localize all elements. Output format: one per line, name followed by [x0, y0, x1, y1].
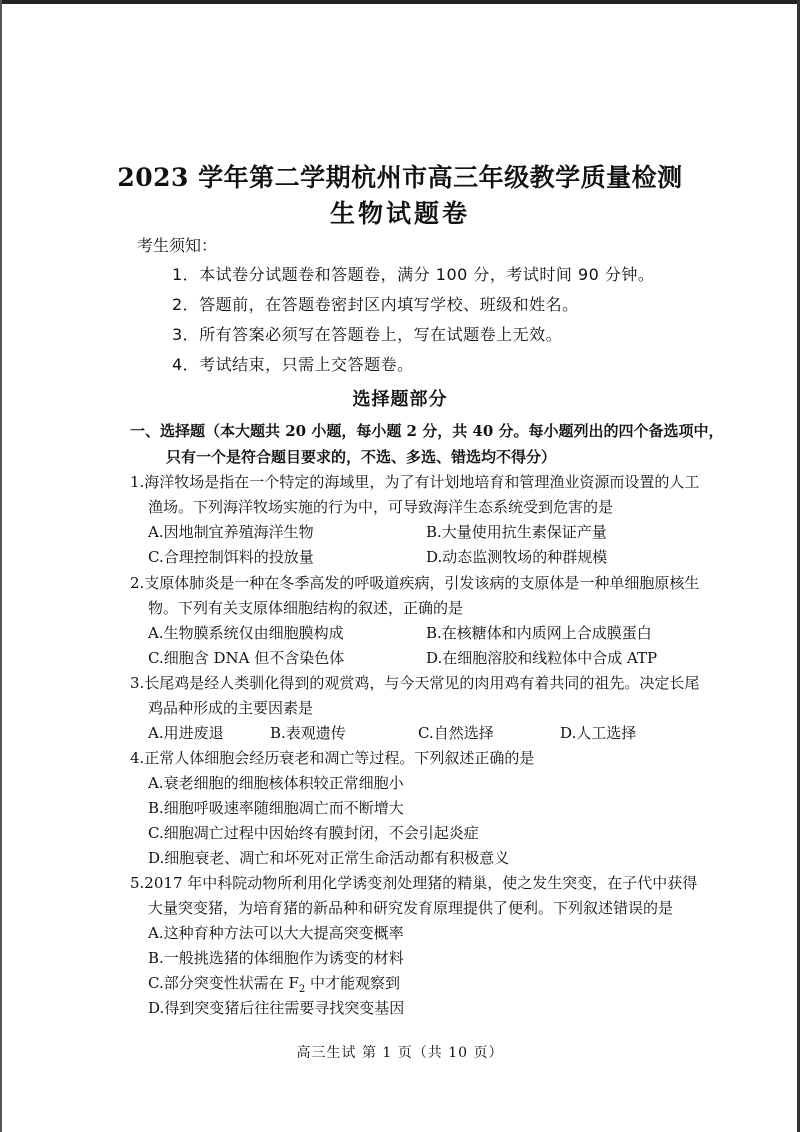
exam-title: 2023 学年第二学期杭州市高三年级教学质量检测 [117, 163, 683, 192]
section-title: 选择题部分 [352, 389, 448, 410]
question-3-stem-cont: 鸡品种形成的主要因素是 [148, 699, 314, 717]
question-5-option-d: D.得到突变猪后往往需要寻找突变基因 [148, 999, 405, 1017]
question-5-option-b: B.一般挑选猪的体细胞作为诱变的材料 [148, 949, 404, 967]
exam-subtitle: 生物试题卷 [329, 199, 470, 228]
question-4-stem: 4.正常人体细胞会经历衰老和凋亡等过程。下列叙述正确的是 [130, 749, 535, 767]
scan-border-top [0, 0, 800, 4]
question-5-option-c-tail: 中才能观察到 [305, 974, 401, 992]
notice-item: 1．本试卷分试题卷和答题卷，满分 100 分，考试时间 90 分钟。 [172, 265, 655, 284]
notice-label: 考生须知： [137, 236, 218, 255]
question-4-option-a: A.衰老细胞的细胞核体积较正常细胞小 [148, 774, 404, 792]
question-5-option-c-subscript: 2 [298, 984, 306, 995]
notice-item: 3．所有答案必须写在答题卷上，写在试题卷上无效。 [172, 325, 563, 344]
question-4-option-b: B.细胞呼吸速率随细胞凋亡而不断增大 [148, 799, 404, 817]
question-1-option-b: B.大量使用抗生素保证产量 [426, 523, 607, 541]
question-5-stem-cont: 大量突变猪，为培育猪的新品种和研究发育原理提供了便利。下列叙述错误的是 [148, 899, 674, 917]
notice-item: 4．考试结束，只需上交答题卷。 [172, 355, 414, 374]
question-2-option-b: B.在核糖体和内质网上合成膜蛋白 [426, 624, 652, 642]
question-1-option-c: C.合理控制饵料的投放量 [148, 548, 314, 566]
question-5-option-a: A.这种育种方法可以大大提高突变概率 [148, 924, 404, 942]
question-3-option-a: A.用进废退 [148, 724, 224, 742]
question-1-stem-cont: 渔场。下列海洋牧场实施的行为中，可导致海洋生态系统受到危害的是 [148, 498, 614, 516]
question-3-option-c: C.自然选择 [418, 724, 494, 742]
question-5-stem: 5.2017 年中科院动物所利用化学诱变剂处理猪的精巢，使之发生突变，在子代中获得 [130, 874, 698, 892]
question-4-option-c: C.细胞凋亡过程中因始终有膜封闭，不会引起炎症 [148, 824, 479, 842]
question-2-stem: 2.支原体肺炎是一种在冬季高发的呼吸道疾病，引发该病的支原体是一种单细胞原核生 [130, 574, 700, 592]
question-2-stem-cont: 物。下列有关支原体细胞结构的叙述，正确的是 [148, 599, 464, 617]
question-2-option-a: A.生物膜系统仅由细胞膜构成 [148, 624, 344, 642]
question-3-stem: 3.长尾鸡是经人类驯化得到的观赏鸡，与今天常见的肉用鸡有着共同的祖先。决定长尾 [130, 674, 700, 692]
question-2-option-d: D.在细胞溶胶和线粒体中合成 ATP [426, 649, 658, 667]
question-5-option-c [148, 972, 400, 995]
question-3-option-b: B.表观遗传 [270, 724, 346, 742]
page-footer: 高三生试 第 1 页（共 10 页） [296, 1045, 504, 1061]
part-heading-continued: 只有一个是符合题目要求的，不选、多选、错选均不得分） [166, 448, 557, 466]
question-5-option-c-text: C.部分突变性状需在 F [148, 974, 299, 992]
notice-item: 2．答题前，在答题卷密封区内填写学校、班级和姓名。 [172, 295, 579, 314]
question-1-option-a: A.因地制宜养殖海洋生物 [148, 523, 314, 541]
part-heading: 一、选择题（本大题共 20 小题，每小题 2 分，共 40 分。每小题列出的四个备选项中， [130, 422, 724, 440]
question-3-option-d: D.人工选择 [560, 724, 637, 742]
question-1-option-d: D.动态监测牧场的种群规模 [426, 548, 608, 566]
question-1-stem: 1.海洋牧场是指在一个特定的海域里，为了有计划地培育和管理渔业资源而设置的人工 [130, 473, 700, 491]
question-4-option-d: D.细胞衰老、凋亡和坏死对正常生命活动都有积极意义 [148, 849, 510, 867]
question-2-option-c: C.细胞含 DNA 但不含染色体 [148, 649, 345, 667]
